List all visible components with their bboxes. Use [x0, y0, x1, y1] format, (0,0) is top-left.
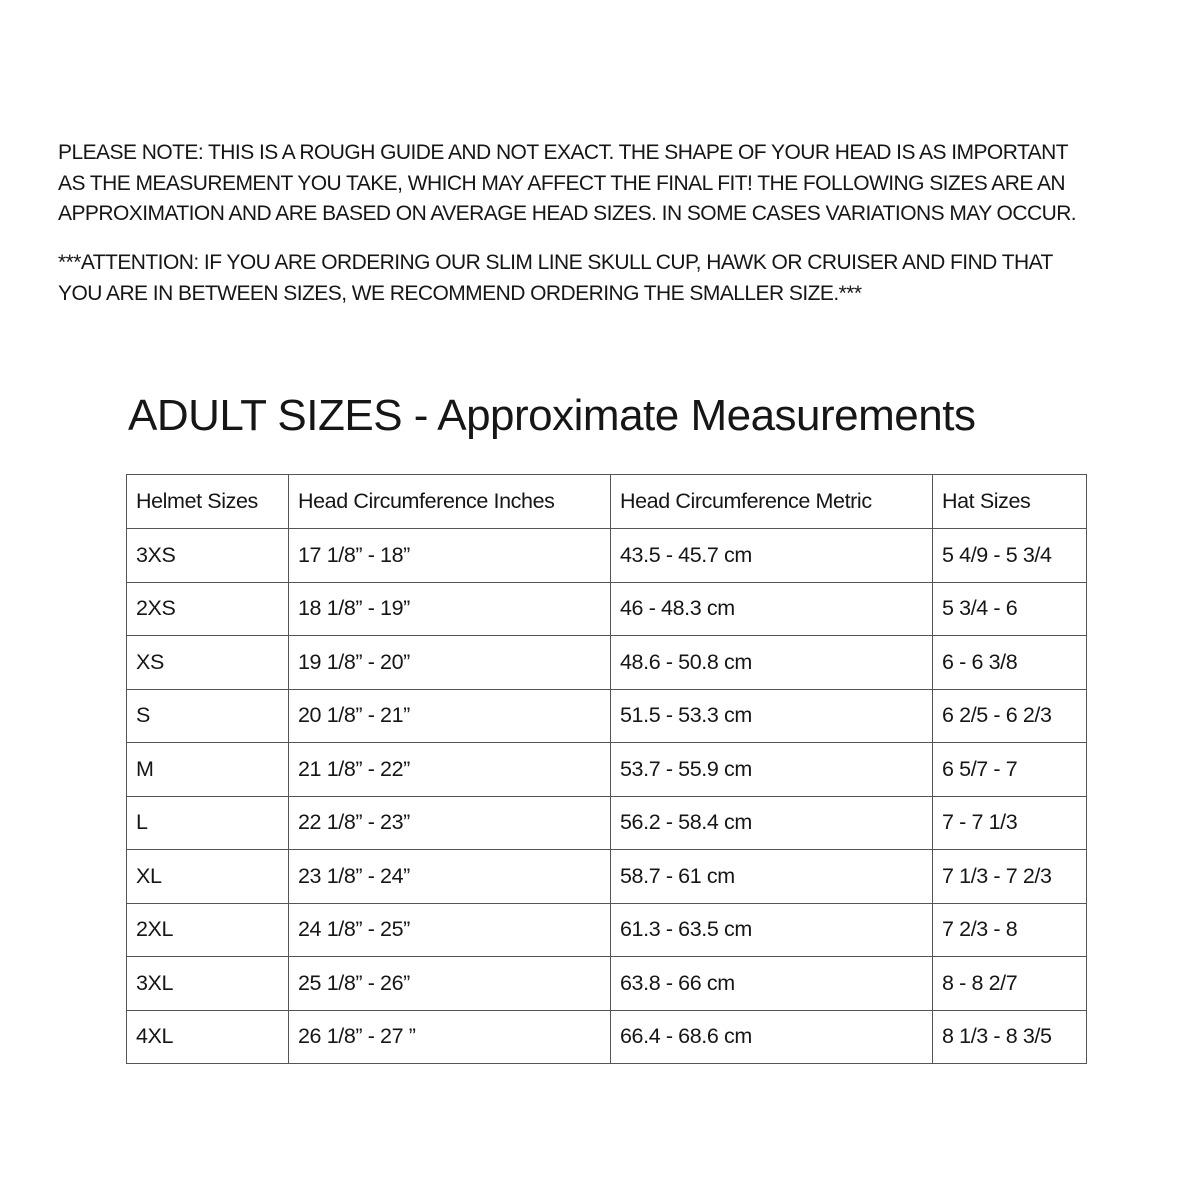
table-row: [127, 903, 1087, 957]
metric-cell: 43.5 - 45.7 cm: [611, 529, 933, 583]
metric-cell: 58.7 - 61 cm: [611, 850, 933, 904]
hat-size-cell: 7 1/3 - 7 2/3: [933, 850, 1087, 904]
helmet-size-cell: 3XS: [127, 529, 289, 583]
inches-cell: 20 1/8” - 21”: [289, 689, 611, 743]
inches-cell: 24 1/8” - 25”: [289, 903, 611, 957]
table-row: [127, 689, 1087, 743]
helmet-size-cell: 2XS: [127, 582, 289, 636]
table-row: [127, 743, 1087, 797]
column-header-inches: Head Circumference Inches: [289, 475, 611, 529]
metric-cell: 61.3 - 63.5 cm: [611, 903, 933, 957]
metric-cell: 66.4 - 68.6 cm: [611, 1010, 933, 1064]
metric-cell: 56.2 - 58.4 cm: [611, 796, 933, 850]
inches-cell: 17 1/8” - 18”: [289, 529, 611, 583]
helmet-size-cell: L: [127, 796, 289, 850]
hat-size-cell: 6 2/5 - 6 2/3: [933, 689, 1087, 743]
helmet-size-cell: 4XL: [127, 1010, 289, 1064]
helmet-size-cell: M: [127, 743, 289, 797]
size-chart-table: [126, 474, 1087, 1064]
note-line: AS THE MEASUREMENT YOU TAKE, WHICH MAY AFFECT THE FINAL FIT! THE FOLLOWING SIZES ARE AN: [58, 171, 1066, 195]
helmet-size-cell: 3XL: [127, 957, 289, 1011]
inches-cell: 26 1/8” - 27 ”: [289, 1010, 611, 1064]
table-header-row: [127, 475, 1087, 529]
helmet-size-cell: XS: [127, 636, 289, 690]
note-line: APPROXIMATION AND ARE BASED ON AVERAGE HEAD SIZES. IN SOME CASES VARIATIONS MAY OCCUR.: [58, 202, 1077, 225]
inches-cell: 18 1/8” - 19”: [289, 582, 611, 636]
metric-cell: 46 - 48.3 cm: [611, 582, 933, 636]
table-row: [127, 796, 1087, 850]
metric-cell: 48.6 - 50.8 cm: [611, 636, 933, 690]
helmet-size-cell: XL: [127, 850, 289, 904]
hat-size-cell: 8 1/3 - 8 3/5: [933, 1010, 1087, 1064]
hat-size-cell: 5 3/4 - 6: [933, 582, 1087, 636]
inches-cell: 23 1/8” - 24”: [289, 850, 611, 904]
inches-cell: 21 1/8” - 22”: [289, 743, 611, 797]
page-title: ADULT SIZES - Approximate Measurements: [128, 391, 976, 440]
note-line: YOU ARE IN BETWEEN SIZES, WE RECOMMEND ORDERING THE SMALLER SIZE.***: [58, 281, 862, 305]
column-header-hat-sizes: Hat Sizes: [933, 475, 1087, 529]
table-row: [127, 529, 1087, 583]
hat-size-cell: 6 5/7 - 7: [933, 743, 1087, 797]
inches-cell: 19 1/8” - 20”: [289, 636, 611, 690]
table-body: [127, 529, 1087, 1064]
hat-size-cell: 6 - 6 3/8: [933, 636, 1087, 690]
column-header-metric: Head Circumference Metric: [611, 475, 933, 529]
attention-note: [58, 248, 1168, 309]
table-row: [127, 636, 1087, 690]
table-row: [127, 850, 1087, 904]
metric-cell: 63.8 - 66 cm: [611, 957, 933, 1011]
inches-cell: 22 1/8” - 23”: [289, 796, 611, 850]
hat-size-cell: 7 - 7 1/3: [933, 796, 1087, 850]
inches-cell: 25 1/8” - 26”: [289, 957, 611, 1011]
hat-size-cell: 5 4/9 - 5 3/4: [933, 529, 1087, 583]
table-row: [127, 582, 1087, 636]
hat-size-cell: 7 2/3 - 8: [933, 903, 1087, 957]
table-row: [127, 957, 1087, 1011]
note-line: PLEASE NOTE: THIS IS A ROUGH GUIDE AND NOT EXACT. THE SHAPE OF YOUR HEAD IS AS IMPORTANT: [58, 141, 1069, 164]
metric-cell: 53.7 - 55.9 cm: [611, 743, 933, 797]
table-row: [127, 1010, 1087, 1064]
metric-cell: 51.5 - 53.3 cm: [611, 689, 933, 743]
fit-disclaimer-note: [58, 138, 1168, 230]
note-line: ***ATTENTION: IF YOU ARE ORDERING OUR SLIM LINE SKULL CUP, HAWK OR CRUISER AND FIND THAT: [58, 251, 1053, 274]
helmet-size-cell: S: [127, 689, 289, 743]
column-header-helmet-sizes: Helmet Sizes: [127, 475, 289, 529]
hat-size-cell: 8 - 8 2/7: [933, 957, 1087, 1011]
helmet-size-cell: 2XL: [127, 903, 289, 957]
